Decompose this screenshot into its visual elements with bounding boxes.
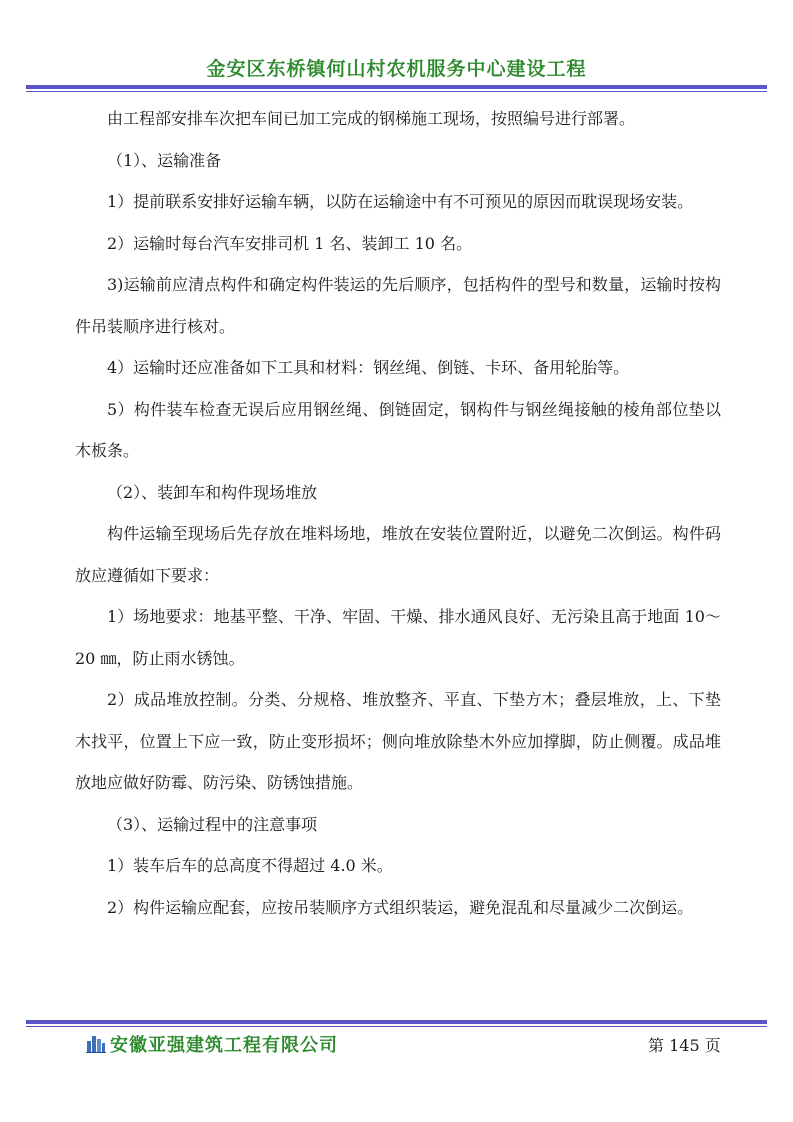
section-heading: （1）、运输准备 <box>107 150 222 170</box>
building-logo-icon <box>86 1033 106 1053</box>
paragraph: 3)运输前应清点构件和确定构件装运的先后顺序，包括构件的型号和数量，运输时按构件吊装顺序进行核对。 <box>75 275 721 336</box>
page-number: 第 145 页 <box>648 1036 721 1055</box>
header-rule-thin <box>26 91 767 92</box>
paragraph: 4）运输时还应准备如下工具和材料：钢丝绳、倒链、卡环、备用轮胎等。 <box>107 358 630 377</box>
paragraph: 2）成品堆放控制。分类、分规格、堆放整齐、平直、下垫方木；叠层堆放，上、下垫木找平，位置上下应一致，防止变形损坏；侧向堆放除垫木外应加撑脚，防止侧覆。成品堆放地应做好防霉、防污染、防锈蚀措施。 <box>75 690 721 792</box>
section-heading: （2）、装卸车和构件现场堆放 <box>107 482 318 502</box>
paragraph: 2）运输时每台汽车安排司机 1 名、装卸工 10 名。 <box>107 233 473 253</box>
section-heading: （3）、运输过程中的注意事项 <box>107 814 318 834</box>
header-title: 金安区东桥镇何山村农机服务中心建设工程 <box>206 58 587 80</box>
paragraph: 构件运输至现场后先存放在堆料场地，堆放在安装位置附近，以避免二次倒运。构件码放应遵循如下要求： <box>75 524 721 585</box>
header-rule-thick <box>26 85 767 89</box>
paragraph: 1）装车后车的总高度不得超过 4.0 米。 <box>107 856 393 875</box>
footer-company-name: 安徽亚强建筑工程有限公司 <box>110 1035 338 1056</box>
body-content <box>75 98 721 928</box>
paragraph: 5）构件装车检查无误后应用钢丝绳、倒链固定，钢构件与钢丝绳接触的棱角部位垫以木板条。 <box>75 399 721 460</box>
paragraph: 2）构件运输应配套，应按吊装顺序方式组织装运，避免混乱和尽量减少二次倒运。 <box>107 897 694 917</box>
footer-rule-thick <box>26 1020 767 1024</box>
footer-rule-thin <box>26 1026 767 1027</box>
paragraph: 1）提前联系安排好运输车辆，以防在运输途中有不可预见的原因而耽误现场安装。 <box>107 192 694 211</box>
paragraph: 由工程部安排车次把车间已加工完成的钢梯施工现场，按照编号进行部署。 <box>107 109 636 128</box>
paragraph: 1）场地要求：地基平整、干净、牢固、干燥、排水通风良好、无污染且高于地面 10～20 ㎜，防止雨水锈蚀。 <box>75 607 721 668</box>
